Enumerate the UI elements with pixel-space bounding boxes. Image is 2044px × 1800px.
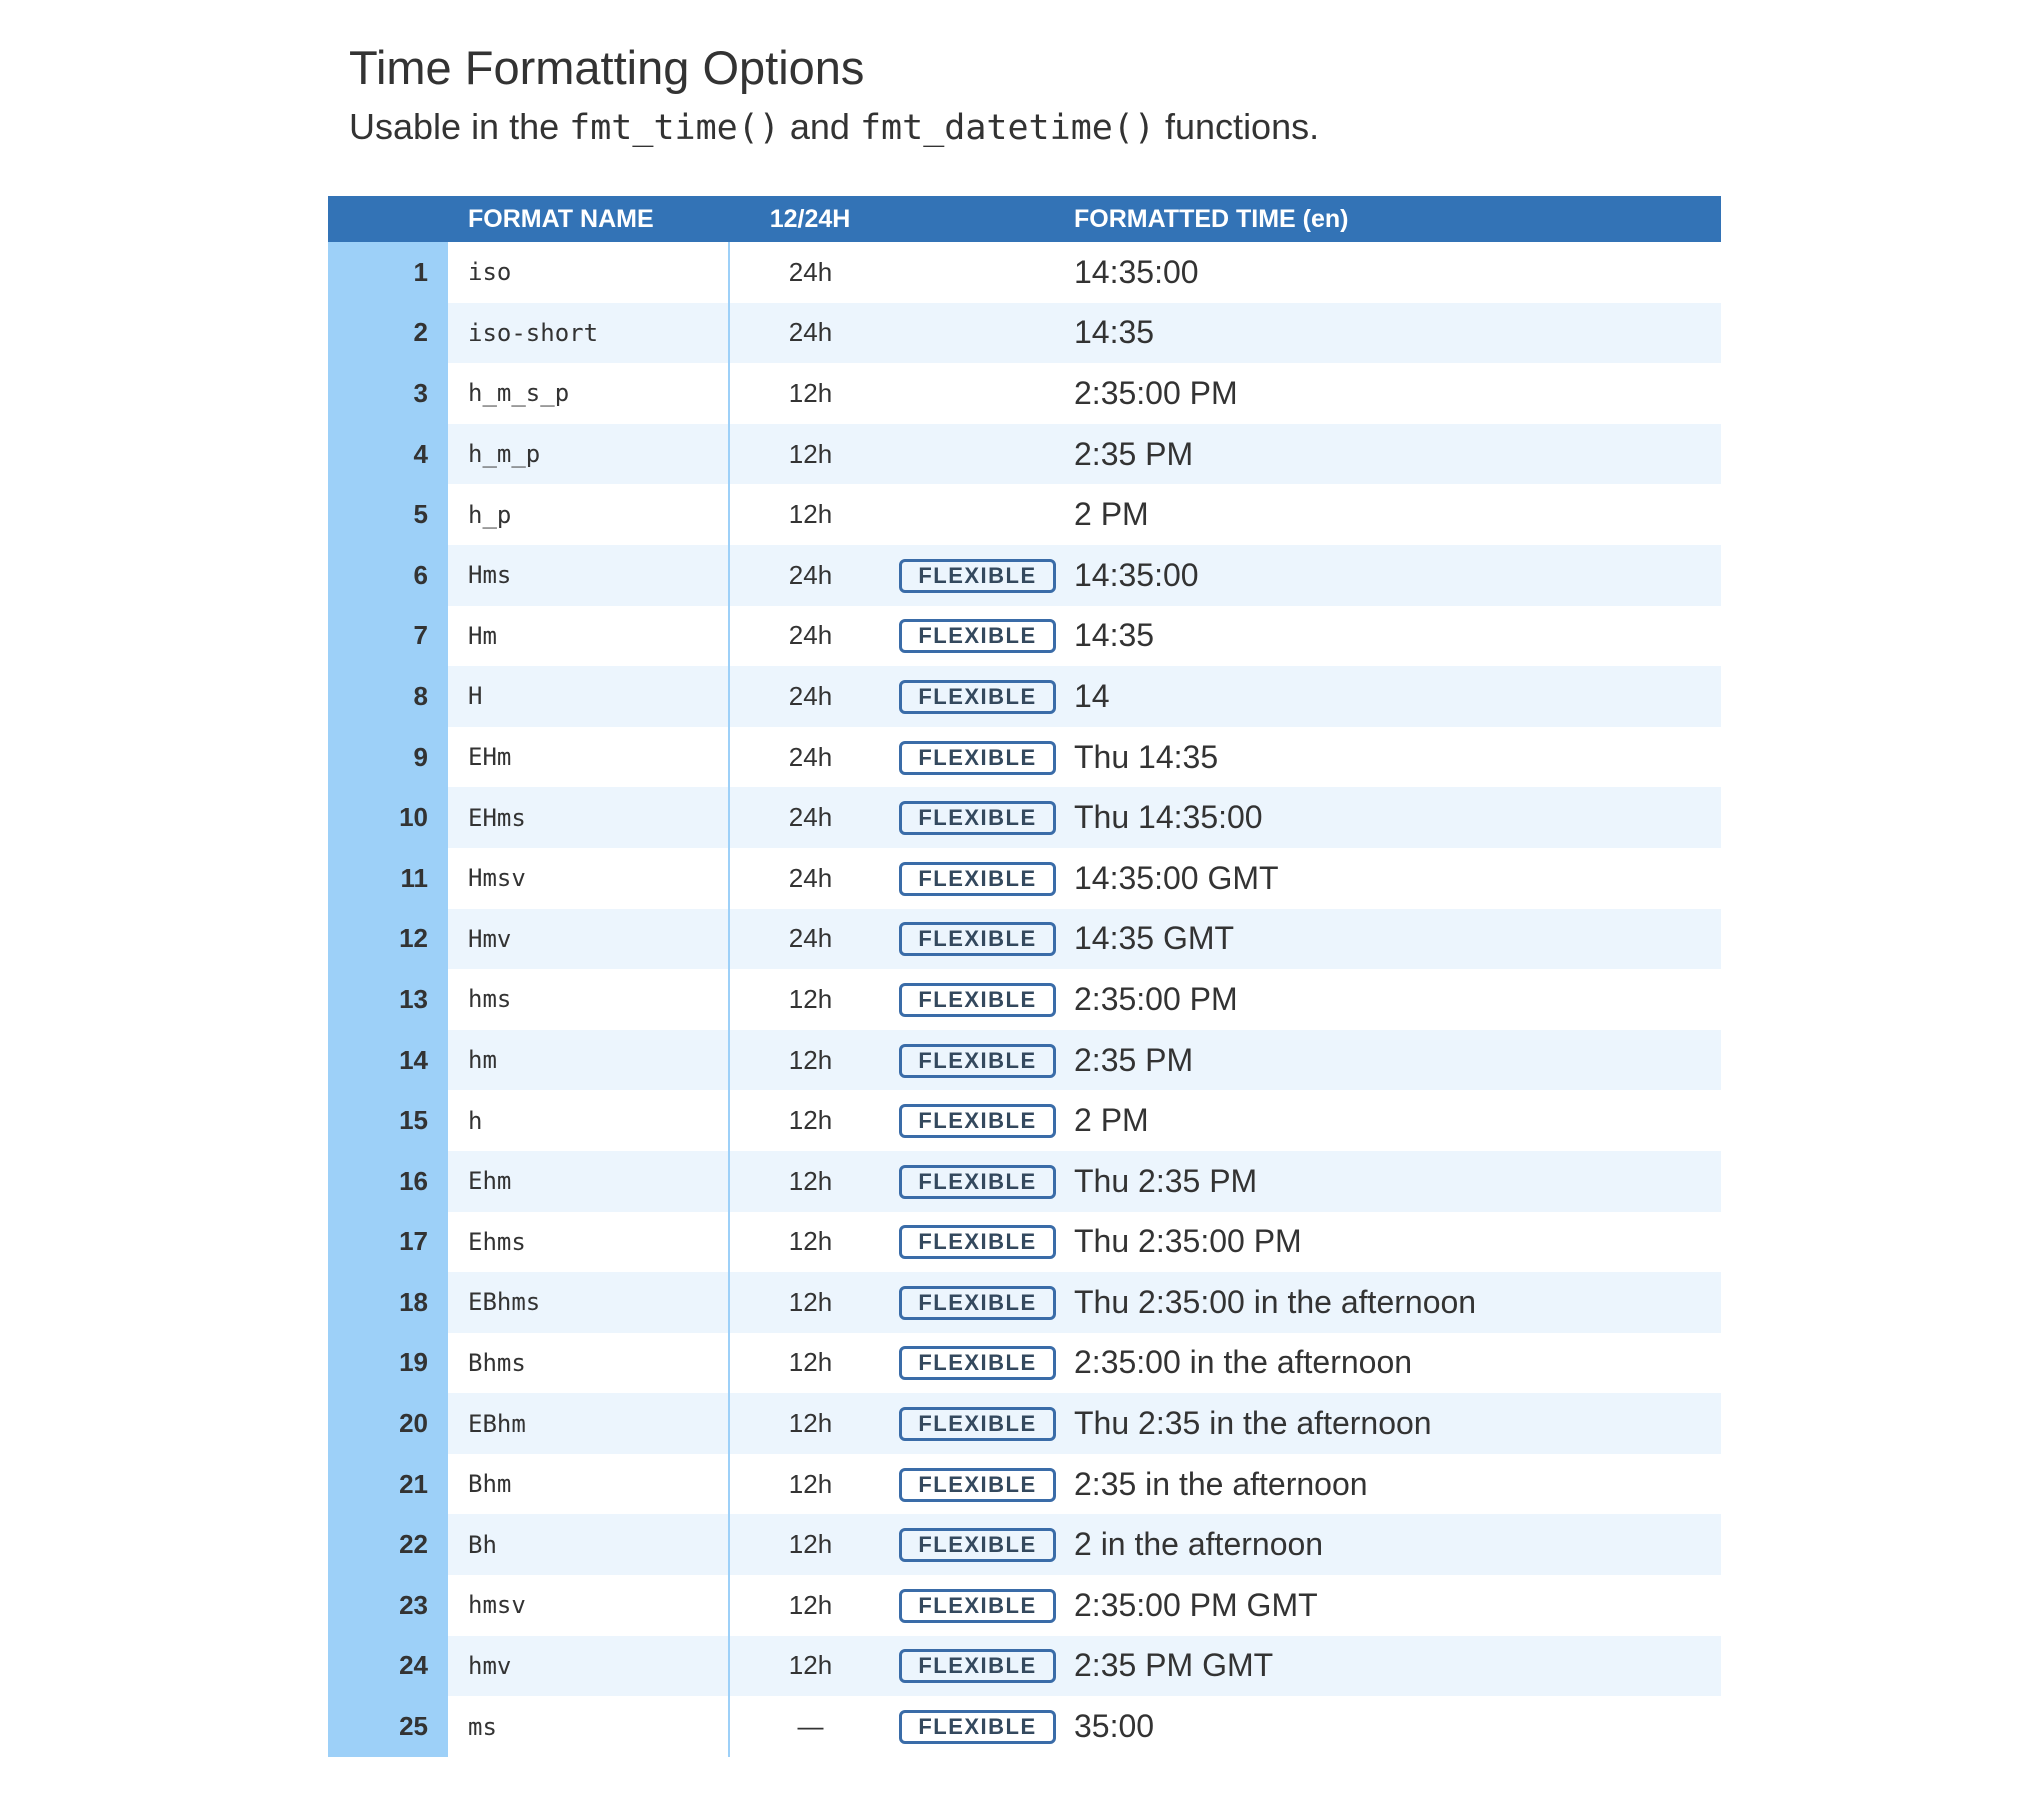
format-name: Bhms <box>448 1333 729 1394</box>
format-name: hmv <box>448 1636 729 1697</box>
row-number: 2 <box>328 303 448 364</box>
format-name: EBhm <box>448 1393 729 1454</box>
flexible-badge: FLEXIBLE <box>899 1165 1055 1199</box>
row-number: 9 <box>328 727 448 788</box>
clock-type: 12h <box>729 1454 891 1515</box>
formatted-time: 2:35:00 PM <box>1064 363 1721 424</box>
formatted-time: 14 <box>1064 666 1721 727</box>
row-number: 1 <box>328 242 448 303</box>
formatted-time: 2:35:00 PM <box>1064 969 1721 1030</box>
format-name: Hmsv <box>448 848 729 909</box>
table-row <box>328 1151 1721 1212</box>
formatted-time: 14:35:00 <box>1064 242 1721 303</box>
formatted-time: Thu 2:35:00 PM <box>1064 1212 1721 1273</box>
row-number: 18 <box>328 1272 448 1333</box>
formatted-time: Thu 2:35:00 in the afternoon <box>1064 1272 1721 1333</box>
formatted-time: 14:35:00 <box>1064 545 1721 606</box>
table-row <box>328 606 1721 667</box>
clock-type: 12h <box>729 1090 891 1151</box>
row-number: 22 <box>328 1514 448 1575</box>
flexible-cell <box>891 1090 1064 1151</box>
table-row <box>328 666 1721 727</box>
row-number: 10 <box>328 787 448 848</box>
table-row <box>328 1272 1721 1333</box>
table-row <box>328 1514 1721 1575</box>
table-row <box>328 1696 1721 1757</box>
table-row <box>328 1030 1721 1091</box>
clock-type: 12h <box>729 363 891 424</box>
table-row <box>328 1636 1721 1697</box>
clock-type: 12h <box>729 1575 891 1636</box>
flexible-cell <box>891 363 1064 424</box>
flexible-cell <box>891 1696 1064 1757</box>
table-row <box>328 727 1721 788</box>
flexible-badge: FLEXIBLE <box>899 1468 1055 1502</box>
column-header-flexible <box>891 196 1064 242</box>
format-name: hmsv <box>448 1575 729 1636</box>
table-header-row <box>328 196 1721 242</box>
clock-type: 12h <box>729 1212 891 1273</box>
flexible-cell <box>891 606 1064 667</box>
format-name: Hm <box>448 606 729 667</box>
clock-type: 24h <box>729 606 891 667</box>
format-name: ms <box>448 1696 729 1757</box>
flexible-badge: FLEXIBLE <box>899 1528 1055 1562</box>
row-number: 20 <box>328 1393 448 1454</box>
flexible-badge: FLEXIBLE <box>899 619 1055 653</box>
clock-type: 12h <box>729 969 891 1030</box>
row-number: 23 <box>328 1575 448 1636</box>
table-row <box>328 545 1721 606</box>
flexible-badge: FLEXIBLE <box>899 680 1055 714</box>
table-row <box>328 969 1721 1030</box>
column-header-format-name: FORMAT NAME <box>448 196 729 242</box>
row-number: 5 <box>328 484 448 545</box>
function-name-fmt-datetime: fmt_datetime() <box>859 108 1155 148</box>
clock-type: 12h <box>729 1272 891 1333</box>
flexible-cell <box>891 303 1064 364</box>
subtitle-suffix: functions. <box>1165 106 1320 147</box>
format-name: EBhms <box>448 1272 729 1333</box>
flexible-badge: FLEXIBLE <box>899 1225 1055 1259</box>
format-name: hm <box>448 1030 729 1091</box>
table-row <box>328 787 1721 848</box>
table-row <box>328 242 1721 303</box>
flexible-badge: FLEXIBLE <box>899 922 1055 956</box>
subtitle-prefix: Usable in the <box>349 106 560 147</box>
clock-type: 12h <box>729 1030 891 1091</box>
row-number: 6 <box>328 545 448 606</box>
formatted-time: 14:35 <box>1064 303 1721 364</box>
row-number: 8 <box>328 666 448 727</box>
table-row <box>328 303 1721 364</box>
format-name: Hmv <box>448 909 729 970</box>
table-row <box>328 363 1721 424</box>
row-number: 12 <box>328 909 448 970</box>
clock-type: 24h <box>729 242 891 303</box>
row-number: 16 <box>328 1151 448 1212</box>
table-row <box>328 1393 1721 1454</box>
flexible-cell <box>891 1272 1064 1333</box>
column-header-12-24h: 12/24H <box>729 196 891 242</box>
format-name: Hms <box>448 545 729 606</box>
clock-type: 24h <box>729 666 891 727</box>
row-number: 15 <box>328 1090 448 1151</box>
flexible-badge: FLEXIBLE <box>899 1104 1055 1138</box>
formatted-time: 2 PM <box>1064 484 1721 545</box>
flexible-cell <box>891 1454 1064 1515</box>
row-number: 24 <box>328 1636 448 1697</box>
format-name: iso <box>448 242 729 303</box>
function-name-fmt-time: fmt_time() <box>569 108 780 148</box>
flexible-cell <box>891 1151 1064 1212</box>
flexible-cell <box>891 727 1064 788</box>
formatted-time: Thu 14:35 <box>1064 727 1721 788</box>
format-name: h_m_p <box>448 424 729 485</box>
format-name: h_p <box>448 484 729 545</box>
flexible-cell <box>891 848 1064 909</box>
flexible-badge: FLEXIBLE <box>899 983 1055 1017</box>
row-number: 4 <box>328 424 448 485</box>
row-number: 13 <box>328 969 448 1030</box>
formatted-time: 2 in the afternoon <box>1064 1514 1721 1575</box>
flexible-cell <box>891 1636 1064 1697</box>
time-format-table <box>328 196 1722 1757</box>
formatted-time: 2:35 in the afternoon <box>1064 1454 1721 1515</box>
flexible-cell <box>891 787 1064 848</box>
formatted-time: Thu 2:35 in the afternoon <box>1064 1393 1721 1454</box>
table-row <box>328 484 1721 545</box>
clock-type: 24h <box>729 848 891 909</box>
format-name: Ehm <box>448 1151 729 1212</box>
flexible-cell <box>891 545 1064 606</box>
table-row <box>328 848 1721 909</box>
formatted-time: 2:35:00 PM GMT <box>1064 1575 1721 1636</box>
formatted-time: 14:35 <box>1064 606 1721 667</box>
format-name: H <box>448 666 729 727</box>
flexible-cell <box>891 1333 1064 1394</box>
table-body <box>328 242 1721 1757</box>
clock-type: 24h <box>729 545 891 606</box>
row-number: 11 <box>328 848 448 909</box>
format-name: h <box>448 1090 729 1151</box>
page-title: Time Formatting Options <box>349 41 865 94</box>
formatted-time: 2:35 PM <box>1064 424 1721 485</box>
page-subtitle <box>349 102 1319 153</box>
formatted-time: 2:35:00 in the afternoon <box>1064 1333 1721 1394</box>
flexible-badge: FLEXIBLE <box>899 741 1055 775</box>
table-row <box>328 1212 1721 1273</box>
format-name: hms <box>448 969 729 1030</box>
clock-type: 12h <box>729 1514 891 1575</box>
table-row <box>328 1575 1721 1636</box>
column-header-formatted-time: FORMATTED TIME (en) <box>1064 196 1721 242</box>
clock-type: 24h <box>729 303 891 364</box>
table-row <box>328 909 1721 970</box>
flexible-badge: FLEXIBLE <box>899 559 1055 593</box>
flexible-cell <box>891 909 1064 970</box>
flexible-cell <box>891 1514 1064 1575</box>
clock-type: 12h <box>729 1636 891 1697</box>
flexible-cell <box>891 1393 1064 1454</box>
flexible-cell <box>891 1030 1064 1091</box>
flexible-cell <box>891 424 1064 485</box>
row-number: 3 <box>328 363 448 424</box>
clock-type: 12h <box>729 1333 891 1394</box>
flexible-badge: FLEXIBLE <box>899 1346 1055 1380</box>
table-row <box>328 1454 1721 1515</box>
flexible-cell <box>891 1212 1064 1273</box>
format-name: Bh <box>448 1514 729 1575</box>
flexible-cell <box>891 969 1064 1030</box>
formatted-time: 2:35 PM <box>1064 1030 1721 1091</box>
flexible-badge: FLEXIBLE <box>899 1407 1055 1441</box>
format-name: Ehms <box>448 1212 729 1273</box>
flexible-badge: FLEXIBLE <box>899 1649 1055 1683</box>
formatted-time: 2:35 PM GMT <box>1064 1636 1721 1697</box>
clock-type: — <box>729 1696 891 1757</box>
clock-type: 24h <box>729 727 891 788</box>
flexible-cell <box>891 242 1064 303</box>
clock-type: 12h <box>729 484 891 545</box>
formatted-time: 2 PM <box>1064 1090 1721 1151</box>
row-number: 7 <box>328 606 448 667</box>
flexible-badge: FLEXIBLE <box>899 862 1055 896</box>
formatted-time: 35:00 <box>1064 1696 1721 1757</box>
flexible-badge: FLEXIBLE <box>899 1286 1055 1320</box>
column-header-row-number <box>328 196 448 242</box>
format-name: h_m_s_p <box>448 363 729 424</box>
row-number: 19 <box>328 1333 448 1394</box>
subtitle-and: and <box>789 106 850 147</box>
clock-type: 12h <box>729 1151 891 1212</box>
formatted-time: 14:35:00 GMT <box>1064 848 1721 909</box>
flexible-cell <box>891 666 1064 727</box>
format-name: EHms <box>448 787 729 848</box>
table-row <box>328 1333 1721 1394</box>
row-number: 25 <box>328 1696 448 1757</box>
row-number: 21 <box>328 1454 448 1515</box>
flexible-badge: FLEXIBLE <box>899 1044 1055 1078</box>
flexible-cell <box>891 1575 1064 1636</box>
flexible-badge: FLEXIBLE <box>899 801 1055 835</box>
flexible-badge: FLEXIBLE <box>899 1710 1055 1744</box>
formatted-time: 14:35 GMT <box>1064 909 1721 970</box>
formatted-time: Thu 14:35:00 <box>1064 787 1721 848</box>
format-name: Bhm <box>448 1454 729 1515</box>
format-name: iso-short <box>448 303 729 364</box>
formatted-time: Thu 2:35 PM <box>1064 1151 1721 1212</box>
flexible-badge: FLEXIBLE <box>899 1589 1055 1623</box>
flexible-cell <box>891 484 1064 545</box>
clock-type: 24h <box>729 909 891 970</box>
table-row <box>328 1090 1721 1151</box>
page-header <box>349 38 1319 153</box>
clock-type: 12h <box>729 424 891 485</box>
row-number: 17 <box>328 1212 448 1273</box>
row-number: 14 <box>328 1030 448 1091</box>
clock-type: 24h <box>729 787 891 848</box>
table-row <box>328 424 1721 485</box>
format-name: EHm <box>448 727 729 788</box>
clock-type: 12h <box>729 1393 891 1454</box>
